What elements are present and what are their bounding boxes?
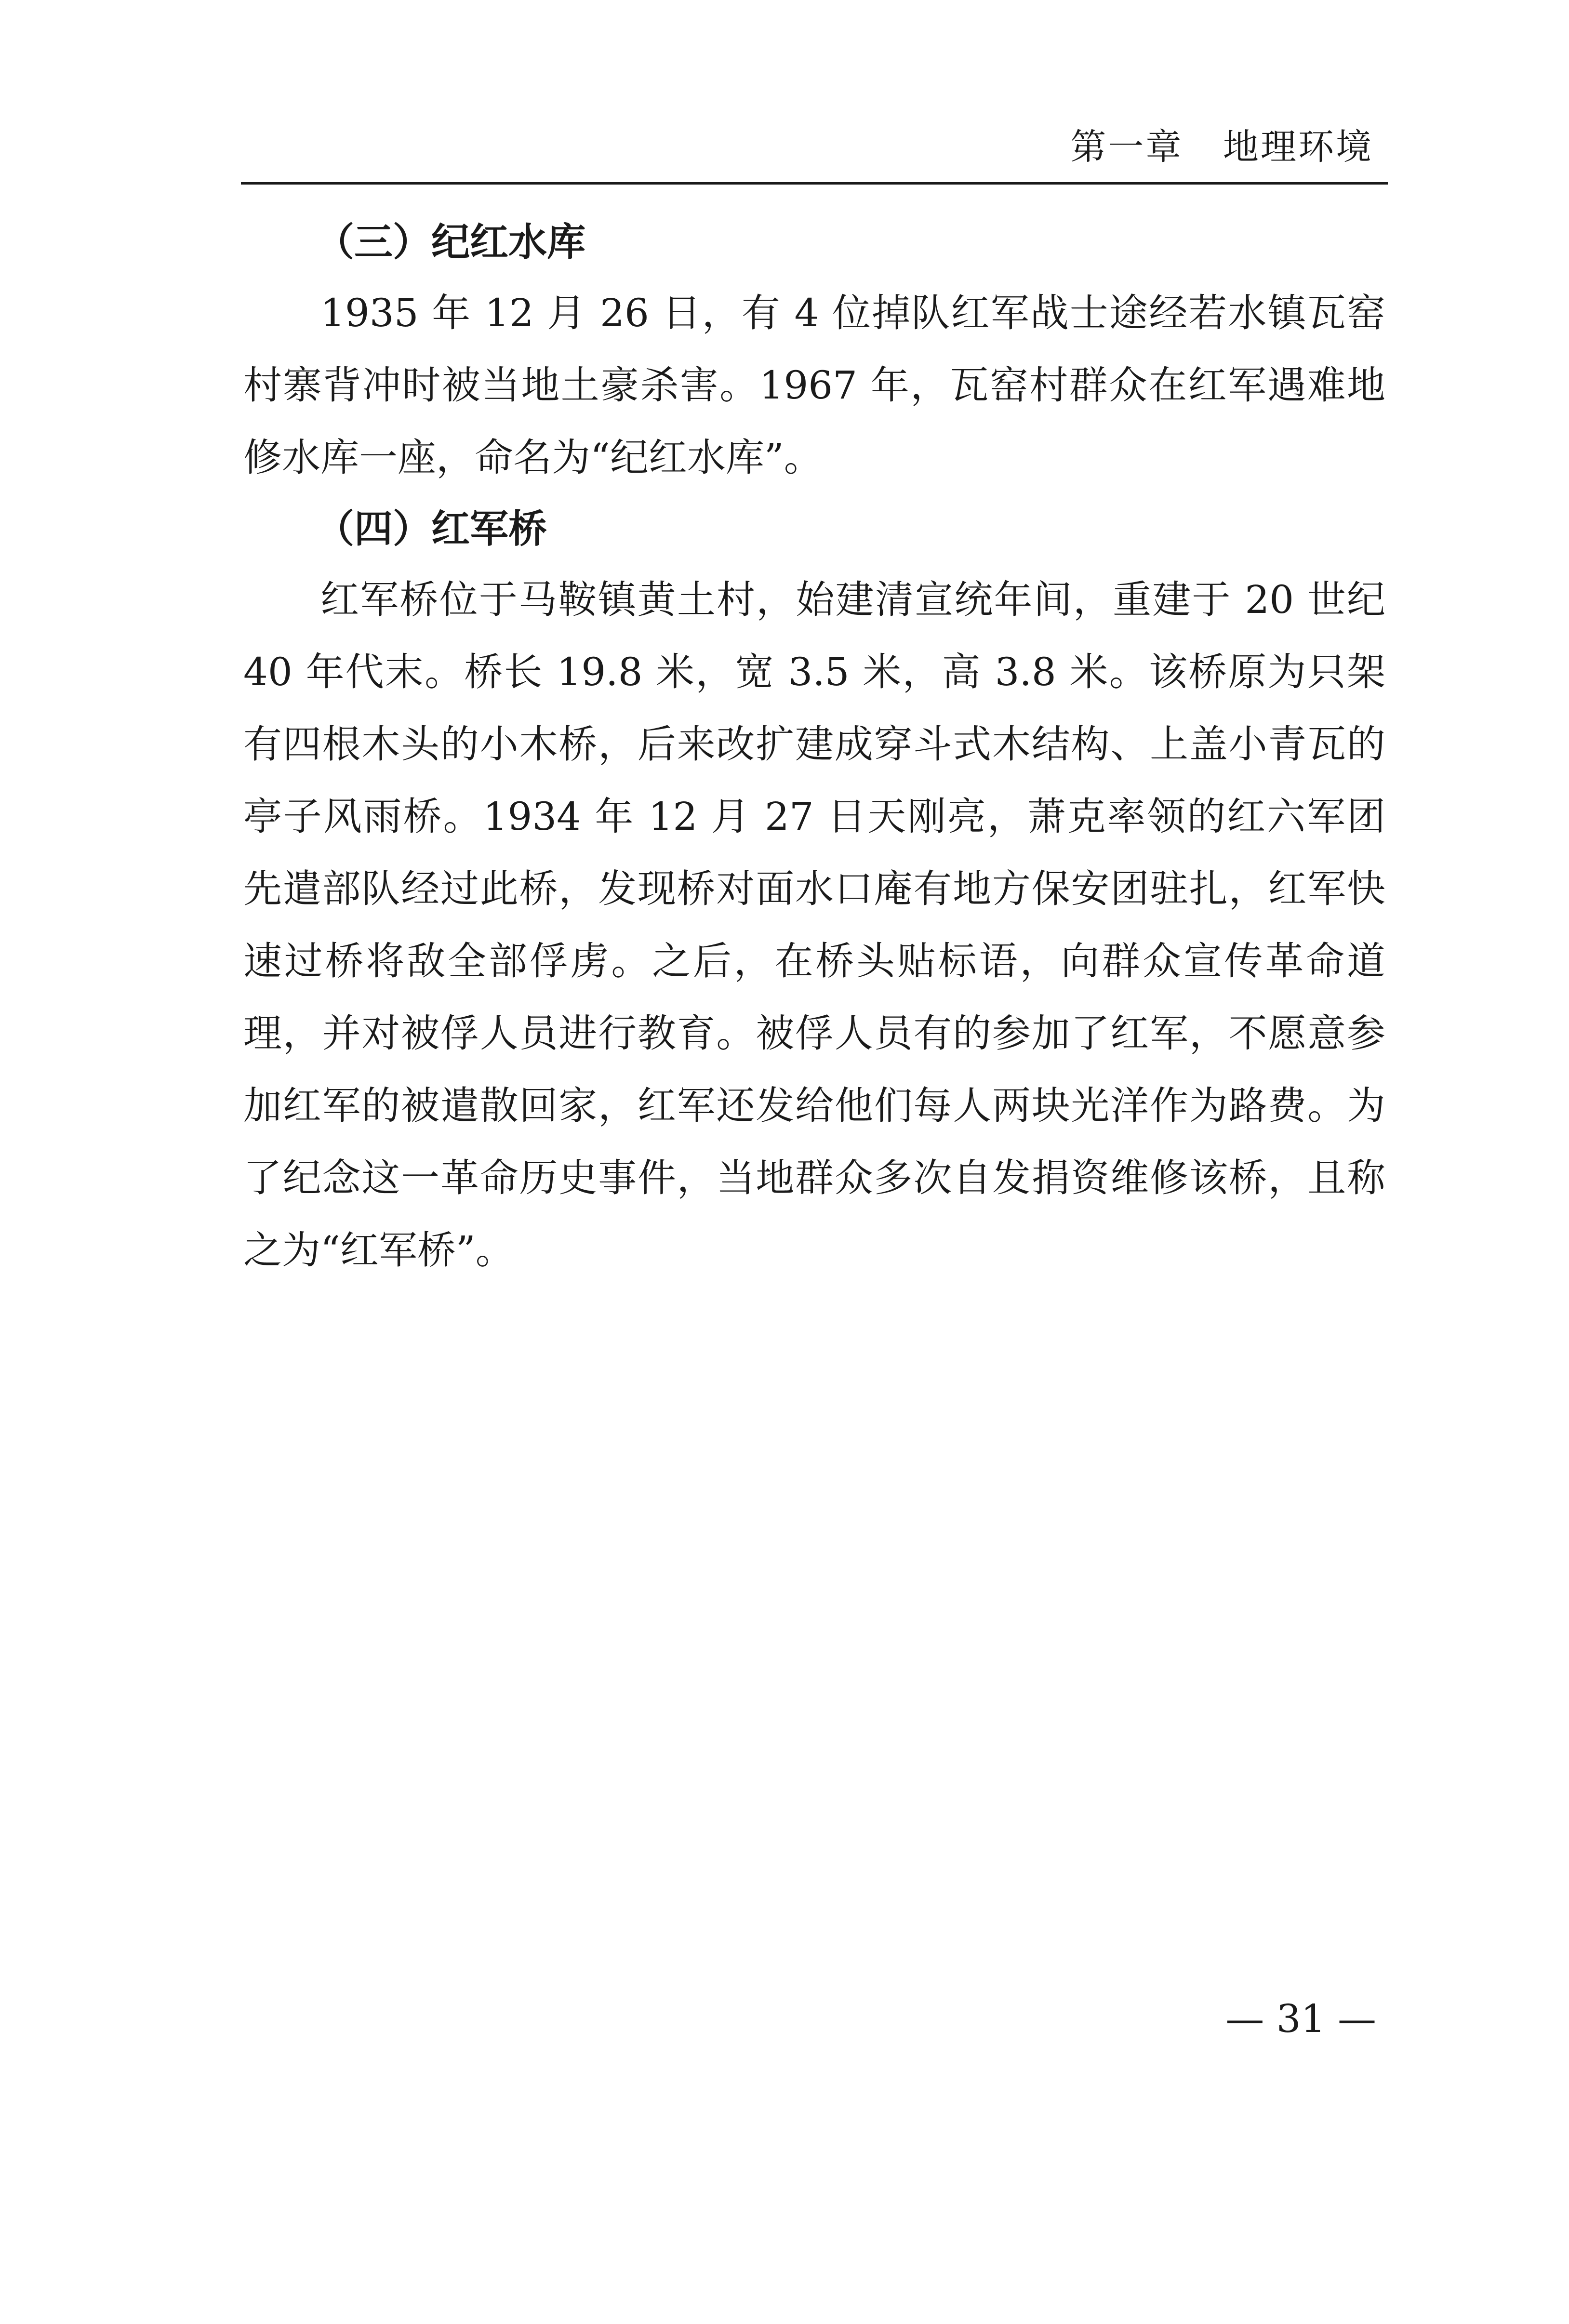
chapter-title: 第一章 地理环境 <box>1070 126 1373 168</box>
section-heading-bridge: （四）红军桥 <box>316 506 547 551</box>
running-header <box>241 111 1388 183</box>
page-body <box>243 207 1385 1287</box>
section-heading-reservoir: （三）纪红水库 <box>316 220 585 265</box>
section-paragraph-bridge: 红军桥位于马鞍镇黄土村，始建清宣统年间，重建于 20 世纪 40 年代末。桥长 19.8 米，宽 3.5 米，高 3.8 米。该桥原为只架有四根木头的小木桥，后来改扩建成穿斗式木结构、上盖小青瓦的亭子风雨桥。1934 年 12 月 27 日天刚亮，萧克率领的红六军团先遣部队经过此桥，发现桥对面水口庵有地方保安团驻扎，红军快速过桥将敌全部俘虏。之后，在桥头贴标语，向群众宣传革命道理，并对被俘人员进行教育。被俘人员有的参加了红军，不愿意参加红军的被遣散回家，红军还发给他们每人两块光洋作为路费。为了纪念这一革命历史事件，当地群众多次自发捐资维修该桥，且称之为“红军桥”。 <box>243 577 1385 1273</box>
header-rule <box>241 182 1388 185</box>
section-paragraph-reservoir: 1935 年 12 月 26 日，有 4 位掉队红军战士途经若水镇瓦窑村寨背冲时被当地土豪杀害。1967 年，瓦窑村群众在红军遇难地修水库一座，命名为“纪红水库”。 <box>243 291 1385 480</box>
page-number: — 31 — <box>1225 1996 1376 2041</box>
